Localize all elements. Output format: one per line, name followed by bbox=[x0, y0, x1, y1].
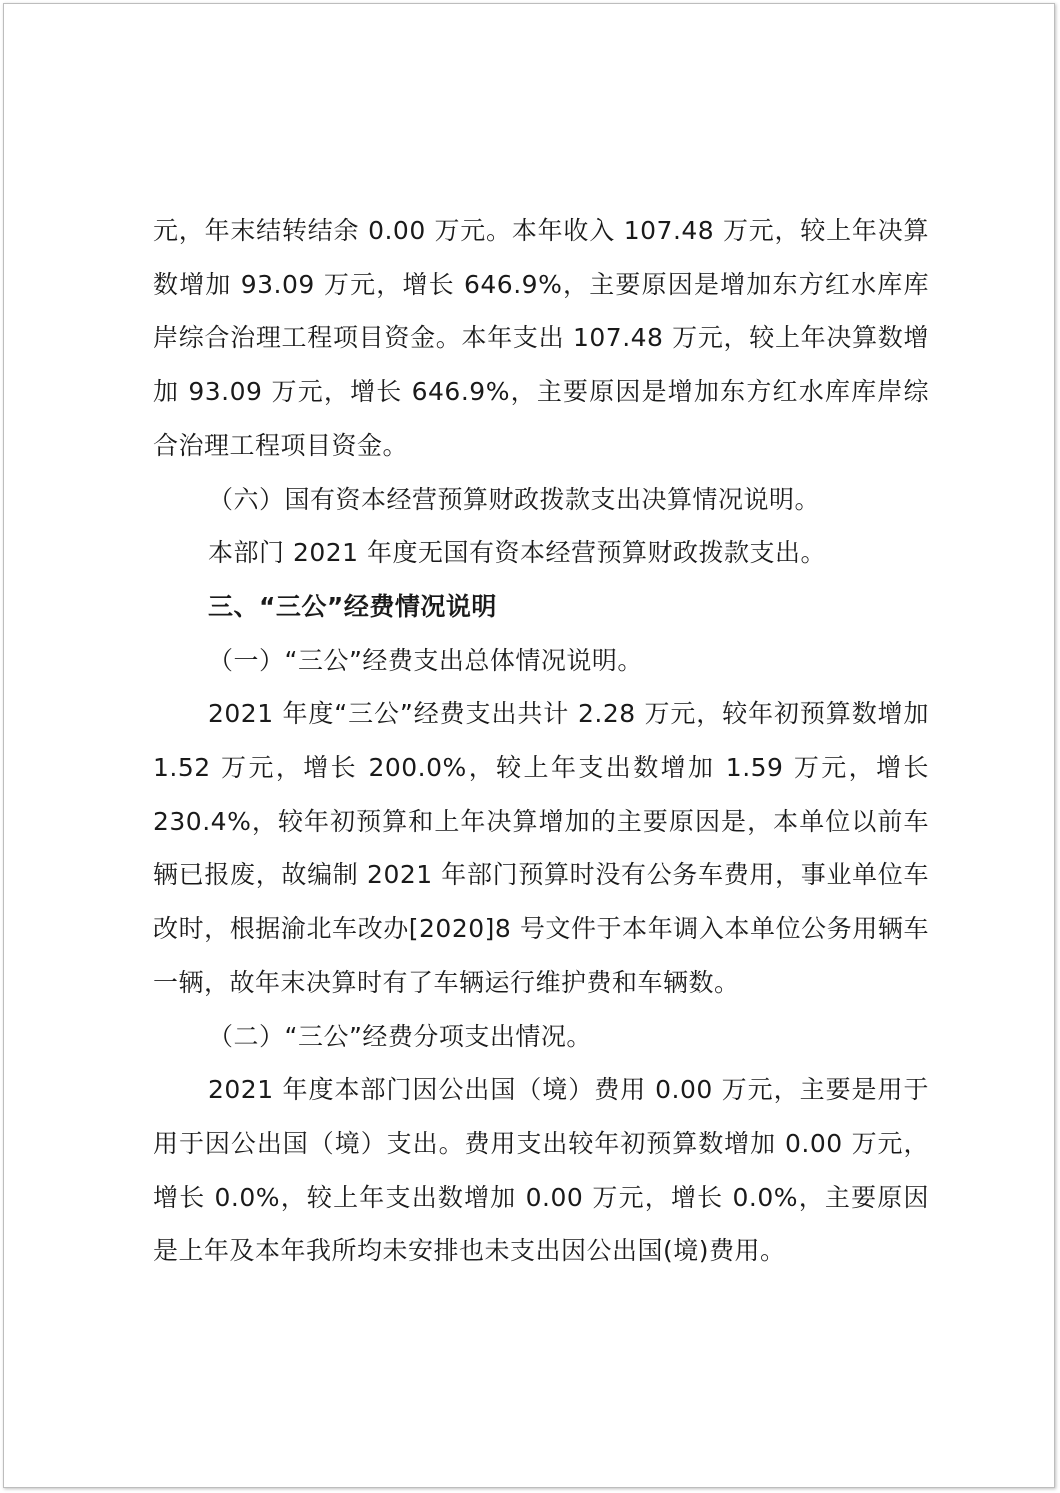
paragraph-itemized: 2021 年度本部门因公出国（境）费用 0.00 万元，主要是用于用于因公出国（境）支出。费用支出较年初预算数增加 0.00 万元，增长 0.0%，较上年支出数增加 0.00 万元，增长 0.0%，主要原因是上年及本年我所均未安排也未支出因公出国(境)费用。 bbox=[153, 1075, 929, 1266]
document-body bbox=[153, 204, 929, 1278]
section-heading-three-public: 三、“三公”经费情况说明 bbox=[208, 591, 497, 621]
subsection-heading-itemized: （二）“三公”经费分项支出情况。 bbox=[208, 1021, 592, 1051]
paragraph-overall: 2021 年度“三公”经费支出共计 2.28 万元，较年初预算数增加 1.52 万元，增长 200.0%，较上年支出数增加 1.59 万元，增长 230.4%，较年初预算和上年决算增加的主要原因是，本单位以前车辆已报废，故编制 2021 年部门预算时没有公务车费用，事业单位车改时，根据渝北车改办[2020]8 号文件于本年调入本单位公务用辆车一辆，故年末决算时有了车辆运行维护费和车辆数。 bbox=[153, 699, 929, 997]
document-page bbox=[3, 3, 1055, 1488]
paragraph-state-capital: 本部门 2021 年度无国有资本经营预算财政拨款支出。 bbox=[208, 538, 827, 568]
subsection-heading-overall: （一）“三公”经费支出总体情况说明。 bbox=[208, 645, 643, 675]
paragraph-income-expense: 元，年末结转结余 0.00 万元。本年收入 107.48 万元，较上年决算数增加 93.09 万元，增长 646.9%，主要原因是增加东方红水库库岸综合治理工程项目资金。本年支出 107.48 万元，较上年决算数增加 93.09 万元，增长 646.9%，主要原因是增加东方红水库库岸综合治理工程项目资金。 bbox=[153, 216, 929, 460]
section-heading-state-capital: （六）国有资本经营预算财政拨款支出决算情况说明。 bbox=[208, 484, 821, 514]
